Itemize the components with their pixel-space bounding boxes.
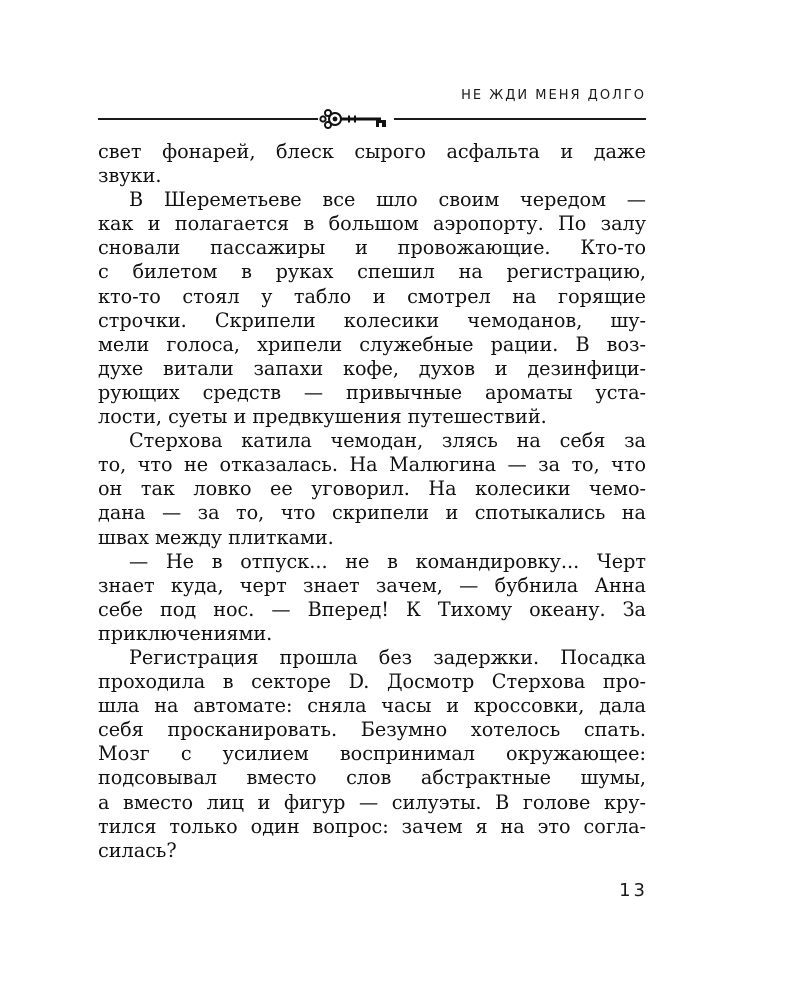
- text-line: свет фонарей, блеск сырого асфальта и даже: [98, 140, 646, 163]
- running-head: НЕ ЖДИ МЕНЯ ДОЛГО: [461, 88, 646, 103]
- text-line: дана — за то, что скрипели и спотыкались на: [98, 501, 646, 525]
- text-line: кто-то стоял у табло и смотрел на горящие: [98, 284, 646, 308]
- text-line: себе под нос. — Вперед! К Тихому океану. За: [98, 597, 646, 621]
- text-line: проходила в секторе D. Досмотр Стерхова про-: [98, 670, 646, 694]
- text-line: он так ловко ее уговорил. На колесики чемо-: [98, 477, 646, 501]
- text-line: знает куда, черт знает зачем, — бубнила Анна: [98, 573, 646, 597]
- text-line: сновали пассажиры и провожающие. Кто-то: [98, 236, 646, 260]
- text-line: а вместо лиц и фигур — силуэты. В голове кру-: [98, 790, 646, 814]
- page-number: 13: [619, 880, 648, 901]
- text-line: себя просканировать. Безумно хотелось спать.: [98, 718, 646, 742]
- text-line: рующих средств — привычные ароматы уста-: [98, 380, 646, 404]
- text-line: с билетом в руках спешил на регистрацию,: [98, 260, 646, 284]
- text-line: силась?: [98, 838, 177, 862]
- text-line: строчки. Скрипели колесики чемоданов, шу-: [98, 308, 646, 332]
- text-line: В Шереметьеве все шло своим чередом —: [129, 188, 646, 212]
- text-line: Регистрация прошла без задержки. Посадка: [129, 645, 646, 669]
- text-line: Мозг с усилием воспринимал окружающее:: [98, 742, 646, 766]
- text-line: Стерхова катила чемодан, злясь на себя за: [129, 429, 646, 453]
- text-line: шла на автомате: сняла часы и кроссовки, дала: [98, 694, 646, 718]
- text-line: подсовывал вместо слов абстрактные шумы,: [98, 766, 646, 790]
- text-line: приключениями.: [98, 621, 273, 645]
- text-line: как и полагается в большом аэропорту. По залу: [98, 212, 646, 236]
- text-line: — Не в отпуск... не в командировку... Черт: [129, 549, 646, 573]
- text-line: то, что не отказалась. На Малюгина — за то, что: [98, 453, 646, 477]
- text-line: мели голоса, хрипели служебные рации. В воз-: [98, 332, 646, 356]
- key-icon: [318, 106, 394, 132]
- text-line: духе витали запахи кофе, духов и дезинфици-: [98, 356, 646, 380]
- text-line: швах между плитками.: [98, 525, 334, 549]
- body-text: [98, 140, 646, 863]
- text-line: звуки.: [98, 164, 162, 188]
- text-line: лости, суеты и предвкушения путешествий.: [98, 405, 547, 429]
- text-line: тился только один вопрос: зачем я на это согла-: [98, 814, 646, 838]
